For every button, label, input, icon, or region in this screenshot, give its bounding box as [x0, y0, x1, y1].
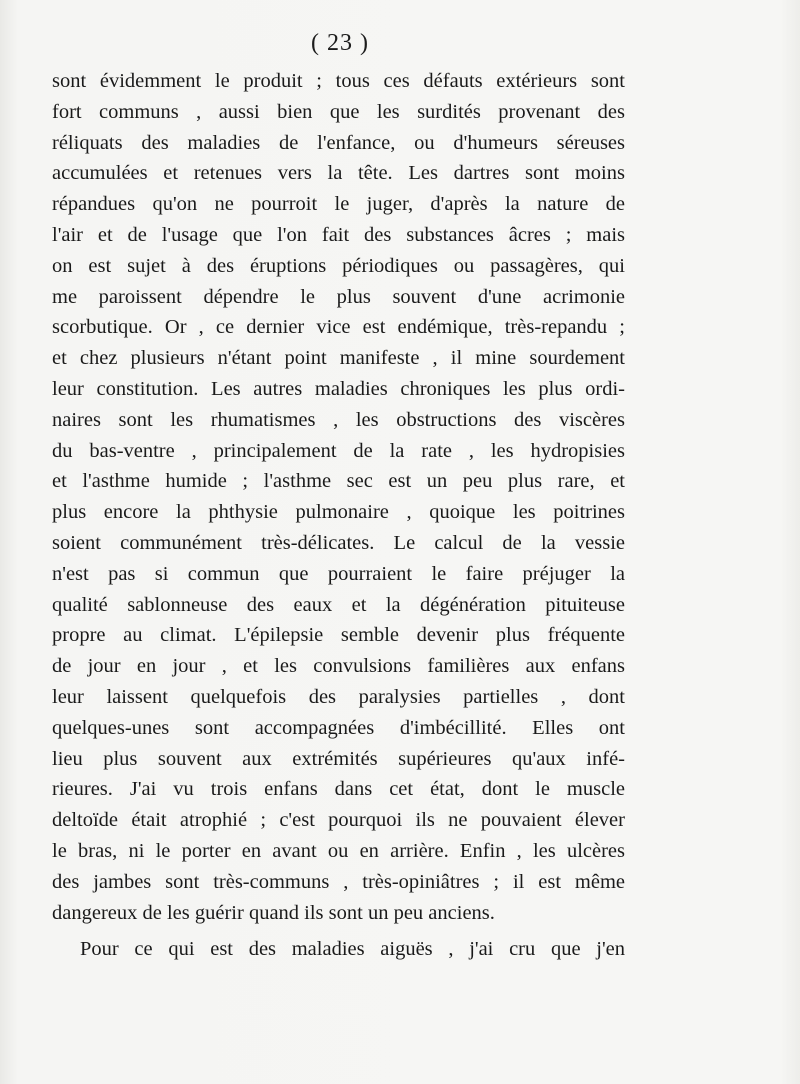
text-line: réliquats des maladies de l'enfance, ou d'humeurs séreuses [52, 131, 625, 154]
text-line: du bas-ventre , principalement de la rate , les hydropisies [52, 439, 625, 462]
text-line: des jambes sont très-communs , très-opiniâtres ; il est même [52, 870, 625, 893]
text-line: soient communément très-délicates. Le calcul de la vessie [52, 531, 625, 554]
paragraph-start-line: Pour ce qui est des maladies aiguës , j'ai cru que j'en [80, 938, 625, 961]
text-line: leur laissent quelquefois des paralysies partielles , dont [52, 685, 625, 708]
text-line: et l'asthme humide ; l'asthme sec est un peu plus rare, et [52, 470, 625, 493]
text-line: me paroissent dépendre le plus souvent d'une acrimonie [52, 285, 625, 308]
text-line: répandues qu'on ne pourroit le juger, d'après la nature de [52, 193, 625, 216]
text-line: quelques-unes sont accompagnées d'imbécillité. Elles ont [52, 716, 625, 739]
text-line: deltoïde était atrophié ; c'est pourquoi ils ne pouvaient élever [52, 809, 625, 832]
text-line: de jour en jour , et les convulsions familières aux enfans [52, 655, 625, 678]
text-line: rieures. J'ai vu trois enfans dans cet état, dont le muscle [52, 778, 625, 801]
text-line: plus encore la phthysie pulmonaire , quoique les poitrines [52, 501, 625, 524]
text-line: sont évidemment le produit ; tous ces défauts extérieurs sont [52, 70, 625, 92]
text-line: lieu plus souvent aux extrémités supérieures qu'aux infé- [52, 747, 625, 770]
text-line: qualité sablonneuse des eaux et la dégénération pituiteuse [52, 593, 625, 616]
page-number: ( 23 ) [311, 30, 369, 56]
text-line: dangereux de les guérir quand ils sont un peu anciens. [52, 901, 495, 924]
text-line: naires sont les rhumatismes , les obstructions des viscères [52, 408, 625, 431]
text-line: scorbutique. Or , ce dernier vice est endémique, très-repandu ; [52, 316, 625, 339]
text-line: le bras, ni le porter en avant ou en arrière. Enfin , les ulcères [52, 839, 625, 862]
body-text [52, 66, 625, 965]
text-line: et chez plusieurs n'étant point manifeste , il mine sourdement [52, 347, 625, 370]
text-line: accumulées et retenues vers la tête. Les dartres sont moins [52, 162, 625, 185]
text-line: on est sujet à des éruptions périodiques ou passagères, qui [52, 254, 625, 277]
text-line: leur constitution. Les autres maladies chroniques les plus ordi- [52, 377, 625, 400]
text-line: n'est pas si commun que pourraient le faire préjuger la [52, 562, 625, 585]
text-line: l'air et de l'usage que l'on fait des substances âcres ; mais [52, 223, 625, 246]
text-line: fort communs , aussi bien que les surdités provenant des [52, 100, 625, 123]
text-line: propre au climat. L'épilepsie semble devenir plus fréquente [52, 624, 625, 647]
